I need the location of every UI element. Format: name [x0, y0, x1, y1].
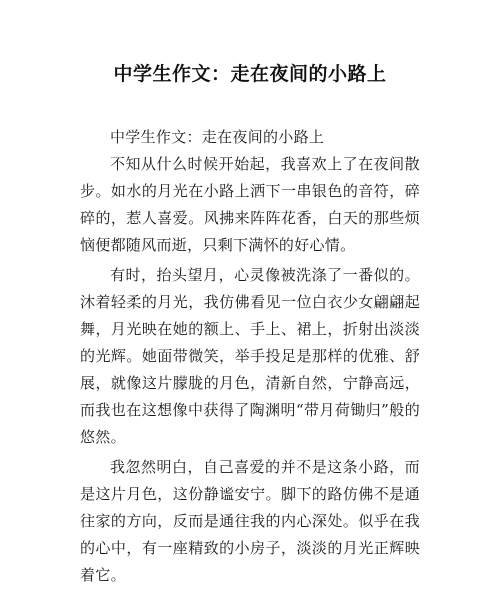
- paragraph-2: 有时，抬头望月，心灵像被洗涤了一番似的。沐着轻柔的月光，我仿佛看见一位白衣少女翩翩起舞，月光映在她的额上、手上、裙上，折射出淡淡的光辉。她面带微笑，举手投足是那样的优雅、舒展，就像这片朦胧的月色，清新自然，宁静高远，而我也在这想像中获得了陶渊明“带月荷锄归”般的悠然。: [80, 266, 420, 446]
- paragraph-subtitle: 中学生作文：走在夜间的小路上: [110, 128, 325, 146]
- paragraph-1: 不知从什么时候开始起，我喜欢上了在夜间散步。如水的月光在小路上洒下一串银色的音符，碎碎的，惹人喜爱。风拂来阵阵花香，白天的那些烦恼便都随风而逝，只剩下满怀的好心情。: [80, 155, 420, 254]
- document-title: 中学生作文：走在夜间的小路上: [113, 63, 387, 85]
- paragraph-3: 我忽然明白，自己喜爱的并不是这条小路，而是这片月色，这份静谧安宁。脚下的路仿佛不是通往家的方向，反而是通往我的内心深处。似乎在我的心中，有一座精致的小房子，淡淡的月光正辉映着它。: [80, 458, 420, 584]
- document-body: [80, 124, 420, 589]
